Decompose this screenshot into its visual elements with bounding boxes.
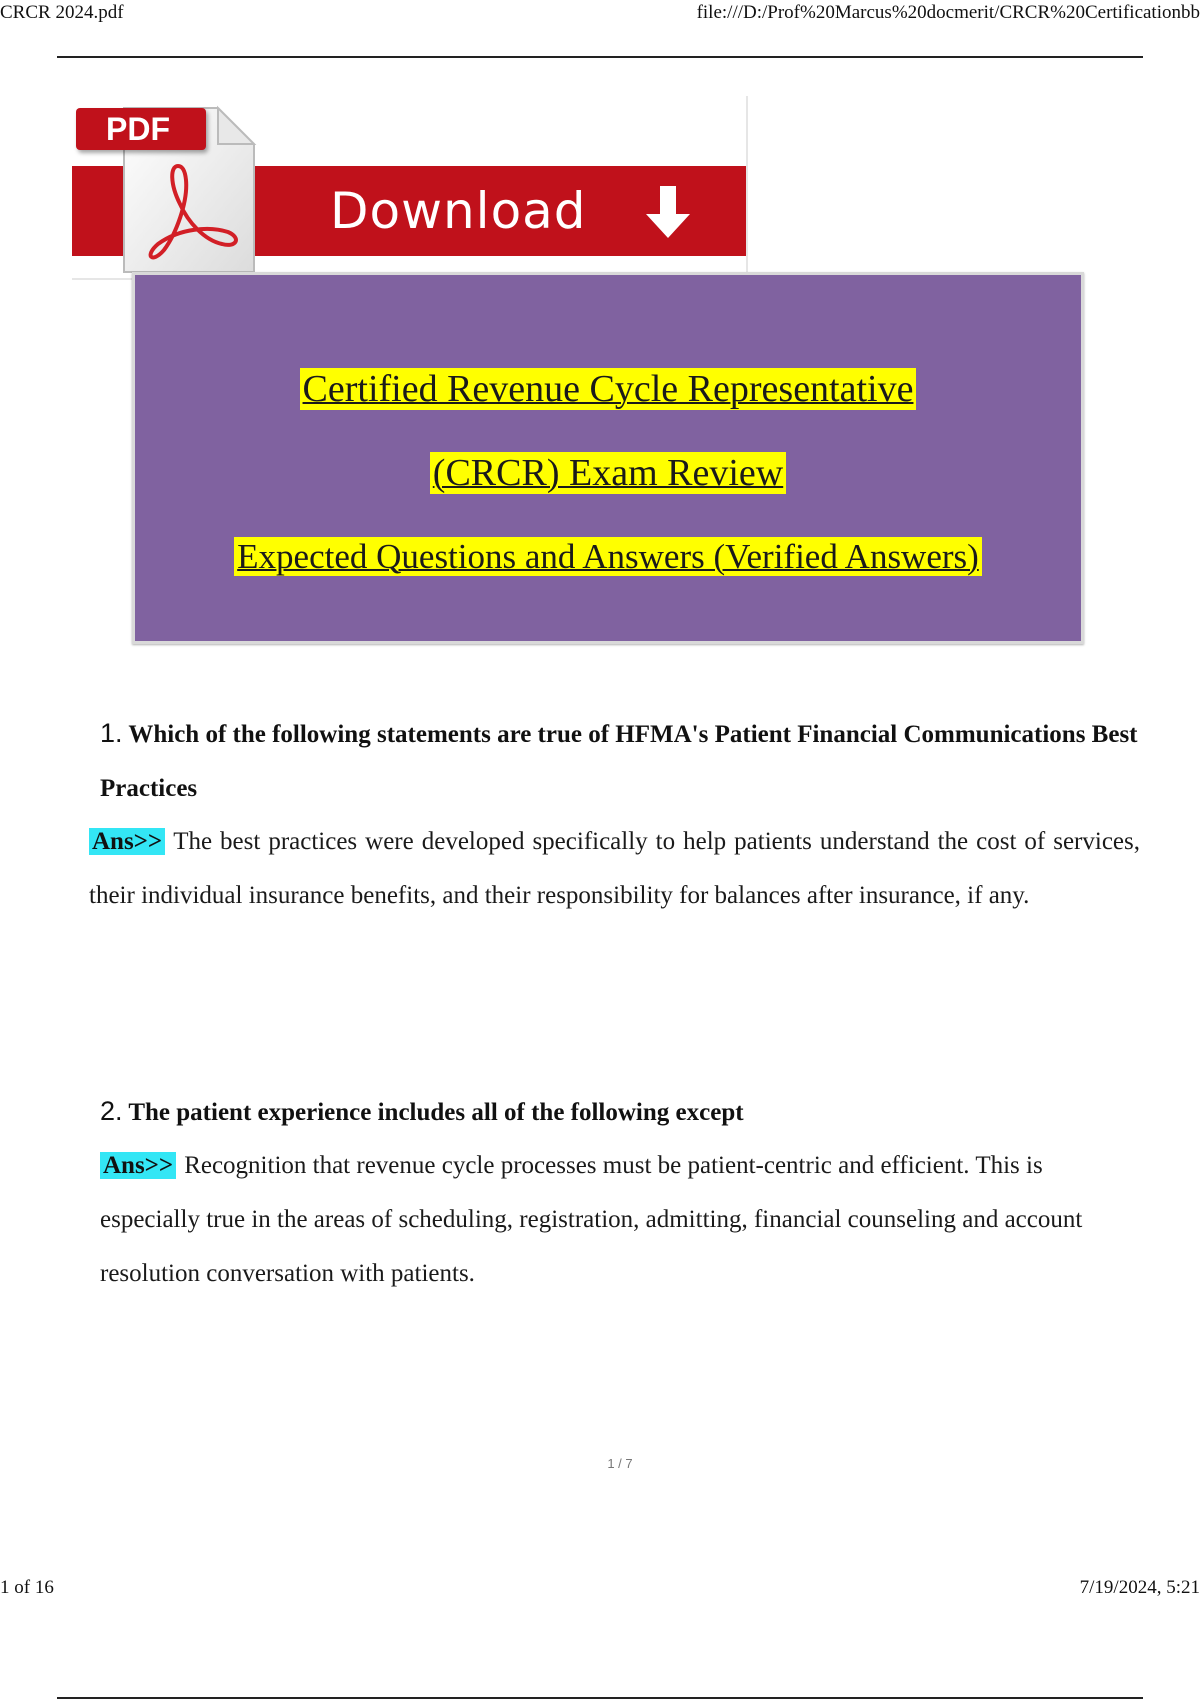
title-line-2: (CRCR) Exam Review xyxy=(135,451,1081,495)
document-title-box xyxy=(132,272,1084,644)
question-2: 2. The patient experience includes all of the following except xyxy=(100,1096,744,1126)
title-line-1: Certified Revenue Cycle Representative xyxy=(135,367,1081,411)
footer-rule xyxy=(57,1697,1143,1699)
title-subtitle: Expected Questions and Answers (Verified Answers) xyxy=(135,537,1081,577)
answer-2: Ans>> Recognition that revenue cycle processes must be patient-centric and efficient. This is especially true in the areas of scheduling, registration, admitting, financial counseling and account resolution conversation with patients. xyxy=(100,1152,1083,1287)
answer-tag: Ans>> xyxy=(89,828,165,855)
answer-tag: Ans>> xyxy=(100,1152,176,1179)
question-1: 1. Which of the following statements are true of HFMA's Patient Financial Communications Best Practices xyxy=(100,718,1138,802)
print-header-url: file:///D:/Prof%20Marcus%20docmerit/CRCR%20Certificationbb xyxy=(696,2,1200,23)
download-banner[interactable] xyxy=(72,96,748,280)
pdf-label-tag: PDF xyxy=(76,108,206,150)
download-arrow-icon xyxy=(638,182,698,242)
answer-1: Ans>> The best practices were developed specifically to help patients understand the cost of services, their individual insurance benefits, and their responsibility for balances after insurance, if any. xyxy=(89,828,1140,909)
print-footer-page: 1 of 16 xyxy=(0,1577,54,1598)
download-label: Download xyxy=(330,182,587,240)
print-footer-datetime: 7/19/2024, 5:21 xyxy=(1079,1577,1200,1598)
header-rule xyxy=(57,56,1143,58)
print-header-filename: CRCR 2024.pdf xyxy=(0,2,124,23)
page-indicator: 1 / 7 xyxy=(607,1456,633,1471)
